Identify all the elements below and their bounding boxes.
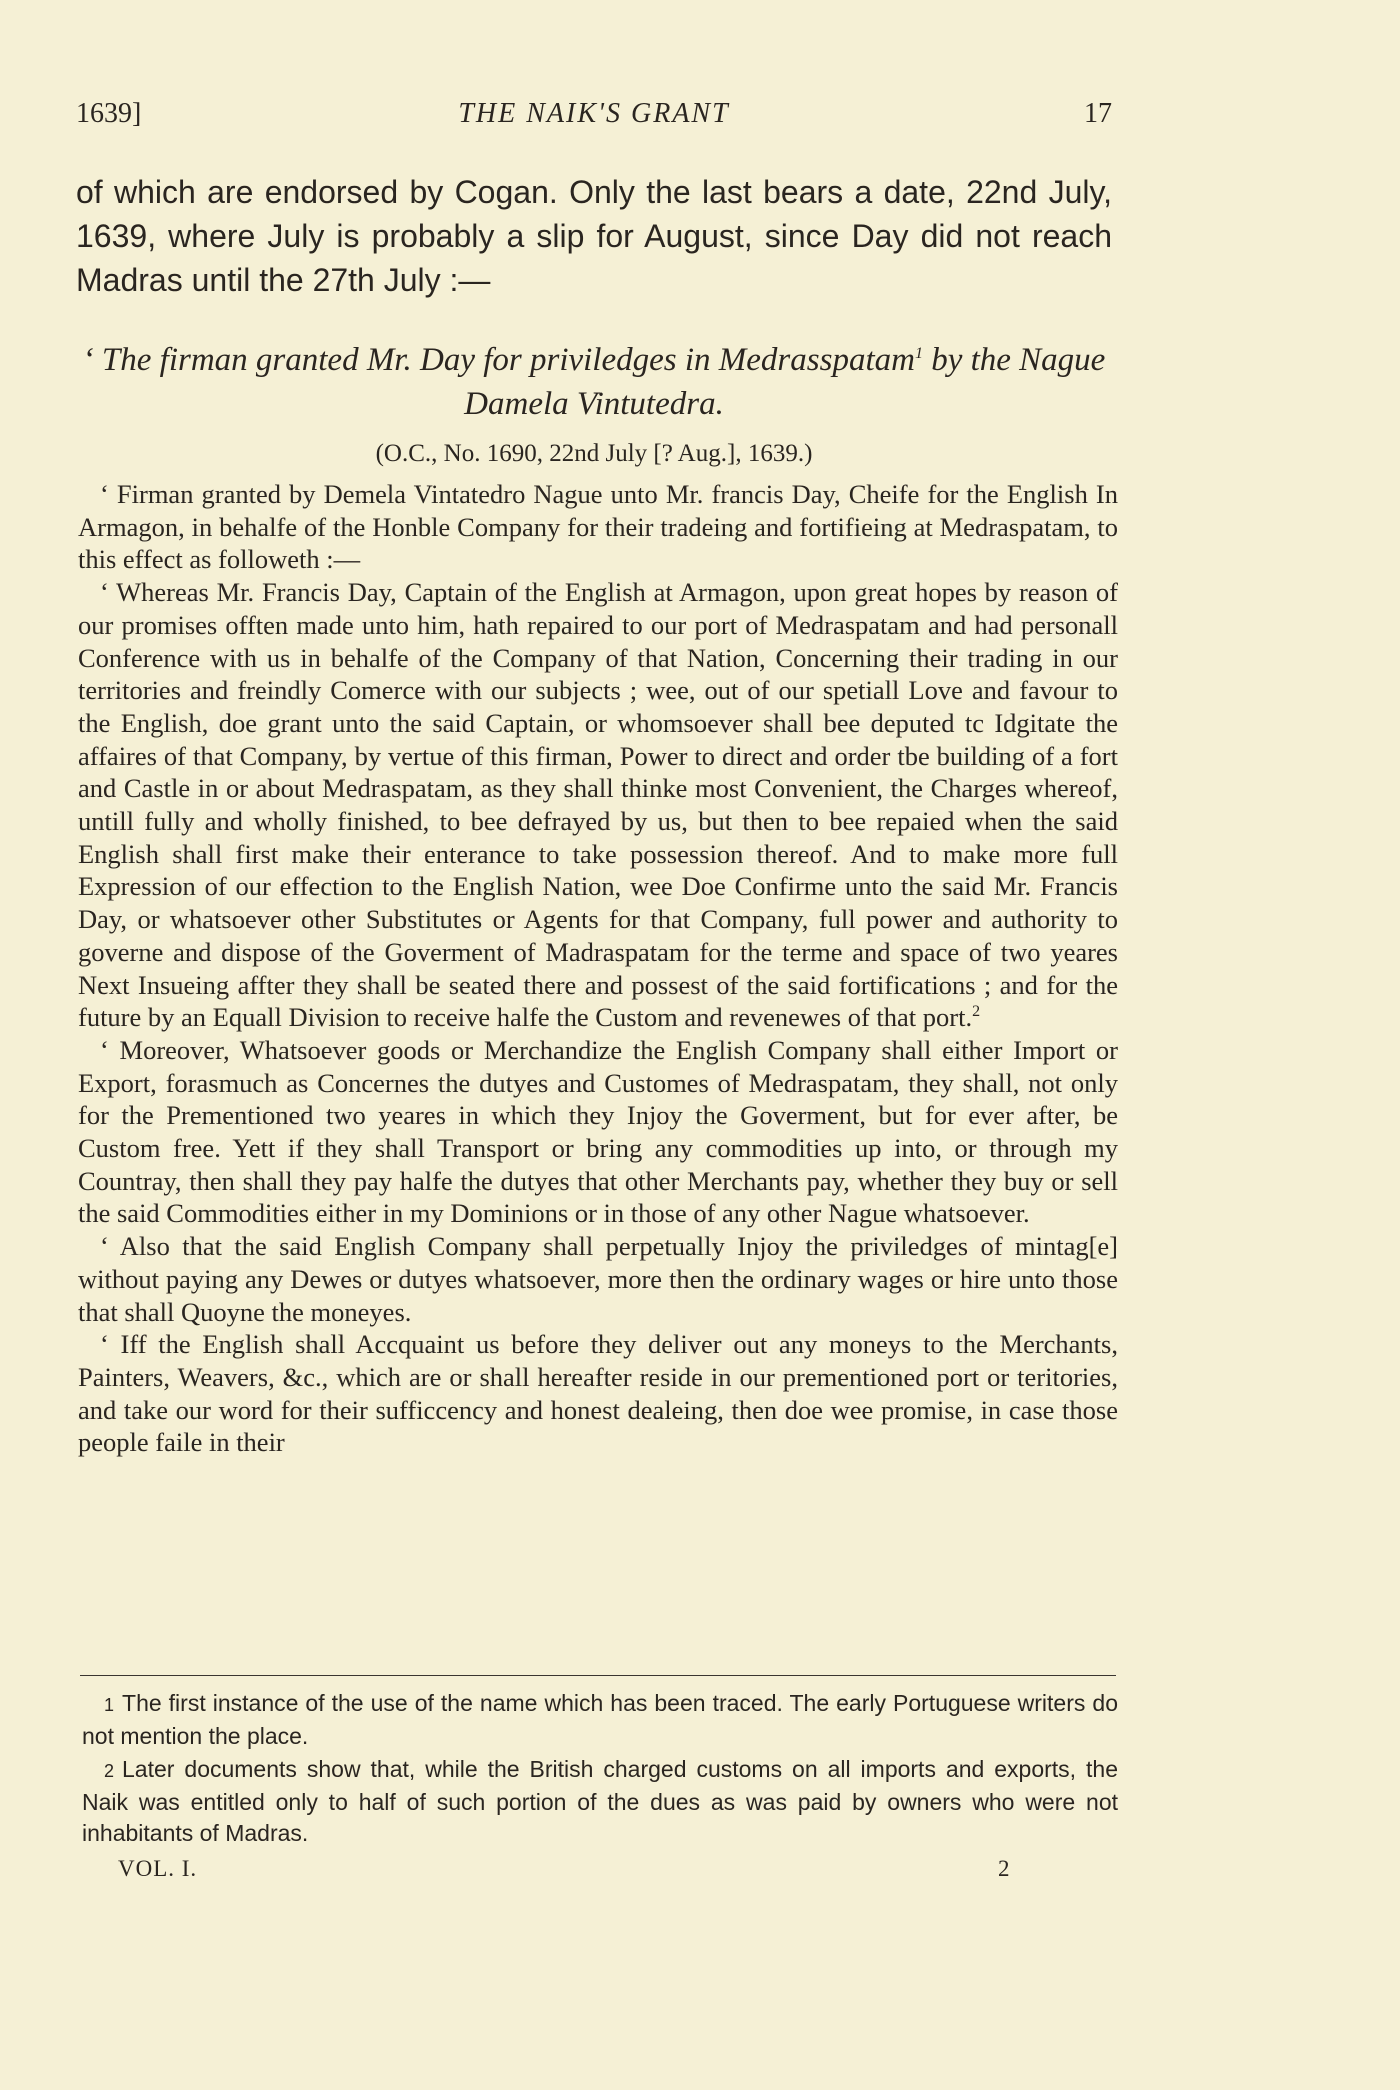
body-paragraph-2-text: ‘ Whereas Mr. Francis Day, Captain of the English at Armagon, upon great hopes by reason of our promises offten made unto him, hath repaired to our port of Medraspatam and had personall Conference with us in behalfe of the Company of that Nation, Concerning their trading in our territories and freindly Comerce with our subjects ; wee, out of our spetiall Love and favour to the English, doe grant unto the said Captain, or whomsoever shall bee deputed tc Idgitate the affaires of that Company, by vertue of this firman, Power to direct and order tbe building of a fort and Castle in or about Medraspatam, as they shall thinke most Convenient, the Charges whereof, untill fully and wholly finished, to bee defrayed by us, but then to bee repaied when the said English shall first make their enterance to take possession thereof. And to make more full Expression of our effection to the English Nation, wee Doe Confirme unto the said Mr. Francis Day, or whatsoever other Substitutes or Agents for that Company, full power and authority to governe and dispose of the Goverment of Madraspatam for the terme and space of two yeares Next Insueing affter they shall be seated there and possest of the said fortifications ; and for the future by an Equall Division to receive halfe the Custom and revenewes of that port. [78, 577, 1118, 1033]
body-paragraph-5: ‘ Iff the English shall Accquaint us before they deliver out any moneys to the Merchants, Painters, Weavers, &c., which are or shall hereafter reside in our prementioned port or teritories, and take our word for their sufficcency and honest dealeing, then doe wee promise, in case those people faile in their [78, 1329, 1118, 1458]
document-source: (O.C., No. 1690, 22nd July [? Aug.], 1639.) [375, 440, 813, 467]
footnote-1-text: The first instance of the use of the name which has been traced. The early Portuguese writers do not mention the place. [82, 1690, 1118, 1749]
footnote-1 [82, 1688, 1118, 1752]
body-paragraph-3: ‘ Moreover, Whatsoever goods or Merchandize the English Company shall either Import or Export, forasmuch as Concernes the dutyes and Customes of Medraspatam, they shall, not only for the Prementioned two yeares in which they Injoy the Goverment, but for ever after, be Custom free. Yett if they shall Transport or bring any commodities up into, or through my Countray, then shall they pay halfe the dutyes that other Merchants pay, whether they buy or sell the said Commodities either in my Dominions or in those of any other Nague whatsoever. [78, 1034, 1118, 1229]
signature-mark: 2 [998, 1856, 1010, 1881]
body-paragraph-1: ‘ Firman granted by Demela Vintatedro Nague unto Mr. francis Day, Cheife for the English In Armagon, in behalfe of the Honble Company for their tradeing and fortifieing at Medraspatam, to this effect as followeth :— [78, 479, 1118, 575]
running-title: THE NAIK'S GRANT [458, 98, 730, 129]
footnote-2-text: Later documents show that, while the British charged customs on all imports and exports, the Naik was entitled only to half of such portion of the dues as was paid by owners who were not inhabitants of Madras. [82, 1756, 1118, 1846]
page-footer [118, 1856, 1018, 1888]
page-number: 17 [1084, 98, 1112, 129]
header-year: 1639] [76, 98, 142, 129]
document-body [78, 478, 1118, 1459]
footnote-divider [80, 1675, 1116, 1676]
body-paragraph-2 [78, 576, 1118, 1034]
document-title [76, 338, 1112, 426]
running-header [76, 98, 1112, 138]
title-part-2: by the Nague Damela Vintutedra. [464, 342, 1106, 422]
paragraph-footnote-ref: 2 [972, 1003, 981, 1021]
footnote-2 [82, 1754, 1118, 1849]
title-part-1: ‘ The firman granted Mr. Day for priviledges in Medrasspatam [82, 342, 915, 378]
footnote-1-mark: 1 [104, 1695, 115, 1715]
footnotes [82, 1688, 1118, 1851]
intro-paragraph: of which are endorsed by Cogan. Only the last bears a date, 22nd July, 1639, where July is probably a slip for August, since Day did not reach Madras until the 27th July :— [76, 174, 1112, 298]
footnote-2-mark: 2 [104, 1761, 115, 1781]
volume-label: VOL. I. [118, 1856, 198, 1881]
body-paragraph-4: ‘ Also that the said English Company shall perpetually Injoy the priviledges of mintag[e] without paying any Dewes or dutyes whatsoever, more then the ordinary wages or hire unto those that shall Quoyne the moneyes. [78, 1231, 1118, 1327]
title-footnote-ref: 1 [914, 345, 923, 362]
